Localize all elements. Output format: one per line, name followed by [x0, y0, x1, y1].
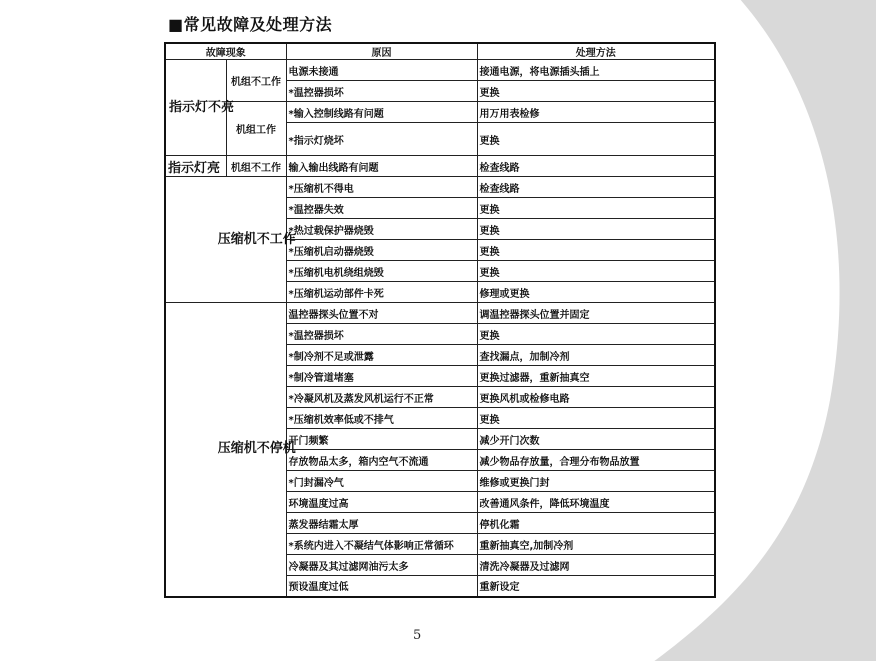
cause-cell: 电源未接通 — [286, 60, 477, 81]
solution-cell: 修理或更换 — [477, 282, 715, 303]
solution-cell: 更换 — [477, 198, 715, 219]
cause-cell: 存放物品太多，箱内空气不流通 — [286, 450, 477, 471]
cause-cell: 蒸发器结霜太厚 — [286, 513, 477, 534]
solution-cell: 更换 — [477, 408, 715, 429]
cause-cell: 温控器探头位置不对 — [286, 303, 477, 324]
solution-cell: 停机化霜 — [477, 513, 715, 534]
cause-cell: 输入输出线路有问题 — [286, 156, 477, 177]
solution-cell: 清洗冷凝器及过滤网 — [477, 555, 715, 576]
solution-cell: 用万用表检修 — [477, 102, 715, 123]
group-label-indicator-on: 指示灯亮 — [165, 156, 226, 177]
solution-cell: 更换 — [477, 123, 715, 156]
subgroup-unit-on: 机组工作 — [226, 102, 286, 156]
section-heading: ■常见故障及处理方法 — [168, 15, 333, 34]
group-text: 压缩机不停机 — [217, 441, 296, 457]
cause-cell: *冷凝风机及蒸发风机运行不正常 — [286, 387, 477, 408]
solution-cell: 检查线路 — [477, 177, 715, 198]
solution-cell: 更换 — [477, 261, 715, 282]
troubleshooting-table — [164, 42, 716, 598]
solution-cell: 更换 — [477, 81, 715, 102]
table-row — [165, 156, 715, 177]
cause-cell: *输入控制线路有问题 — [286, 102, 477, 123]
cause-cell: *压缩机电机绕组烧毁 — [286, 261, 477, 282]
subgroup-unit-off: 机组不工作 — [226, 60, 286, 102]
cause-cell: *热过载保护器烧毁 — [286, 219, 477, 240]
group-label-indicator-off — [165, 60, 235, 156]
group-label-compressor-not-stopping — [165, 303, 296, 597]
cause-cell: *制冷剂不足或泄露 — [286, 345, 477, 366]
cause-cell: *门封漏冷气 — [286, 471, 477, 492]
solution-cell: 重新设定 — [477, 576, 715, 597]
solution-cell: 减少物品存放量，合理分布物品放置 — [477, 450, 715, 471]
table-row — [165, 177, 715, 198]
solution-cell: 更换 — [477, 240, 715, 261]
solution-cell: 接通电源，将电源插头插上 — [477, 60, 715, 81]
solution-cell: 维修或更换门封 — [477, 471, 715, 492]
solution-cell: 更换 — [477, 219, 715, 240]
cause-cell: *制冷管道堵塞 — [286, 366, 477, 387]
solution-cell: 重新抽真空,加制冷剂 — [477, 534, 715, 555]
table-row — [165, 60, 715, 81]
cause-cell: *压缩机启动器烧毁 — [286, 240, 477, 261]
cause-cell: *系统内进入不凝结气体影响正常循环 — [286, 534, 477, 555]
cause-cell: 冷凝器及其过滤网油污太多 — [286, 555, 477, 576]
header-cause: 原因 — [286, 43, 477, 60]
solution-cell: 更换 — [477, 324, 715, 345]
solution-cell: 调温控器探头位置并固定 — [477, 303, 715, 324]
page-number: 5 — [413, 628, 422, 643]
cause-cell: *温控器失效 — [286, 198, 477, 219]
cause-cell: *指示灯烧坏 — [286, 123, 477, 156]
group-label-compressor-not-running — [165, 177, 296, 303]
header-solution: 处理方法 — [477, 43, 715, 60]
cause-cell: 预设温度过低 — [286, 576, 477, 597]
solution-cell: 查找漏点，加制冷剂 — [477, 345, 715, 366]
cause-cell: 开门频繁 — [286, 429, 477, 450]
cause-cell: *温控器损坏 — [286, 81, 477, 102]
solution-cell: 更换过滤器，重新抽真空 — [477, 366, 715, 387]
cause-cell: *温控器损坏 — [286, 324, 477, 345]
solution-cell: 检查线路 — [477, 156, 715, 177]
cause-cell: *压缩机不得电 — [286, 177, 477, 198]
table-row — [165, 303, 715, 324]
cause-cell: 环境温度过高 — [286, 492, 477, 513]
table-row — [165, 102, 715, 123]
group-text: 压缩机不工作 — [217, 231, 296, 247]
solution-cell: 改善通风条件，降低环境温度 — [477, 492, 715, 513]
cause-cell: *压缩机效率低或不排气 — [286, 408, 477, 429]
header-symptom: 故障现象 — [165, 43, 286, 60]
solution-cell: 更换风机或检修电路 — [477, 387, 715, 408]
cause-cell: *压缩机运动部件卡死 — [286, 282, 477, 303]
solution-cell: 减少开门次数 — [477, 429, 715, 450]
group-text: 指示灯不亮 — [169, 99, 235, 115]
table-header-row — [165, 43, 715, 60]
subgroup-unit-off: 机组不工作 — [226, 156, 286, 177]
